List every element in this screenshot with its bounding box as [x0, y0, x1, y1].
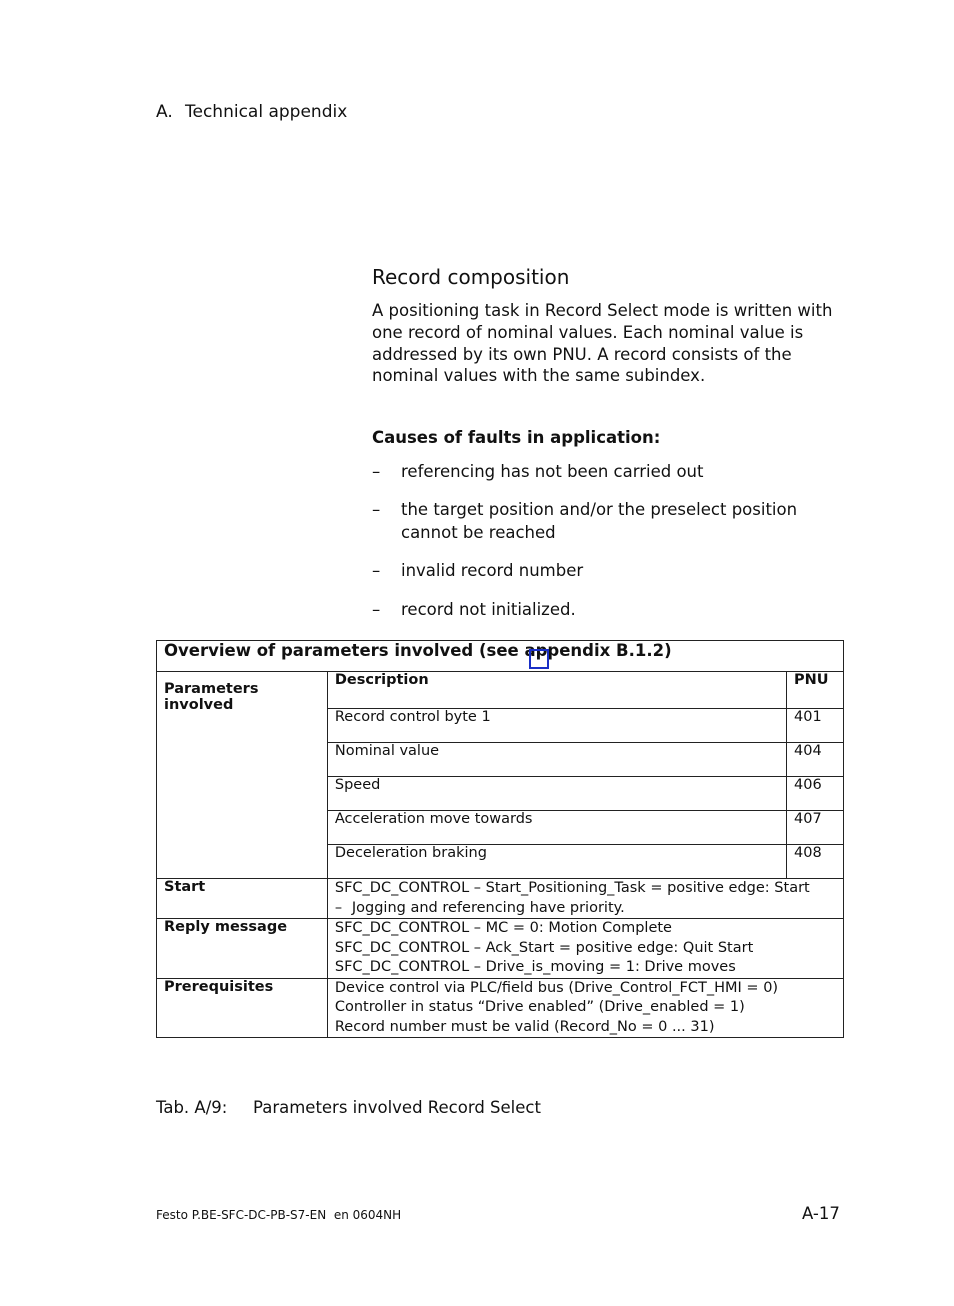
list-item	[372, 460, 846, 483]
list-item-text: the target position and/or the preselect position cannot be reached	[401, 500, 798, 542]
param-description: Record control byte 1	[327, 709, 786, 743]
param-pnu: 408	[787, 845, 844, 879]
reply-line: SFC_DC_CONTROL – MC = 0: Motion Complete	[334, 920, 672, 936]
prereq-line: Record number must be valid (Record_No = 0 ... 31)	[334, 1018, 715, 1035]
param-description: Acceleration move towards	[327, 811, 786, 845]
prerequisites-label: Prerequisites	[157, 978, 328, 1038]
param-pnu: 404	[787, 743, 844, 777]
list-item-text: referencing has not been carried out	[401, 462, 704, 481]
table-title-row	[157, 641, 844, 672]
param-description: Deceleration braking	[327, 845, 786, 879]
col-header-params: Parameters involved	[157, 672, 328, 879]
reply-row	[157, 919, 844, 979]
start-label: Start	[157, 879, 328, 919]
list-item-text: record not initialized.	[401, 600, 576, 619]
param-pnu: 406	[787, 777, 844, 811]
caption-number: Tab. A/9:	[156, 1098, 228, 1117]
start-line: SFC_DC_CONTROL – Start_Positioning_Task = positive edge: Start	[334, 880, 810, 896]
list-item	[372, 598, 846, 621]
list-item	[372, 559, 846, 582]
start-description	[327, 879, 843, 919]
page-number: A-17	[802, 1204, 840, 1223]
caption-text: Parameters involved Record Select	[253, 1098, 541, 1117]
intro-paragraph: A positioning task in Record Select mode is written with one record of nominal values. Each nominal value is addressed by its own PNU. A record consists of the nominal values with the same subindex.	[372, 301, 833, 386]
prereq-line: Controller in status “Drive enabled” (Drive_enabled = 1)	[334, 999, 745, 1015]
reply-label: Reply message	[157, 919, 328, 979]
prereq-line: Device control via PLC/field bus (Drive_Control_FCT_HMI = 0)	[334, 979, 779, 996]
start-row	[157, 879, 844, 919]
section-title: Technical appendix	[185, 102, 348, 122]
prerequisites-row	[157, 978, 844, 1038]
selection-cursor	[529, 649, 549, 669]
running-header	[156, 102, 347, 122]
overview-title: Overview of parameters involved (see appendix B.1.2)	[157, 641, 844, 672]
parameters-table	[156, 640, 844, 1038]
reply-line: SFC_DC_CONTROL – Ack_Start = positive edge: Quit Start	[334, 939, 754, 956]
col-header-pnu: PNU	[787, 672, 844, 709]
list-item	[372, 498, 846, 544]
dash-bullet: –	[372, 462, 381, 481]
dash-bullet: –	[334, 899, 343, 916]
record-composition-heading: Record composition	[372, 265, 570, 289]
prerequisites-description	[327, 978, 843, 1038]
reply-line: SFC_DC_CONTROL – Drive_is_moving = 1: Drive moves	[334, 959, 736, 975]
reply-description	[327, 919, 843, 979]
dash-bullet: –	[372, 561, 381, 580]
section-number: A.	[156, 102, 173, 122]
causes-heading: Causes of faults in application:	[372, 428, 661, 447]
param-description: Speed	[327, 777, 786, 811]
list-item-text: invalid record number	[401, 561, 584, 580]
start-priority-line	[335, 899, 836, 919]
table-caption	[156, 1098, 541, 1117]
table-header-row	[157, 672, 844, 709]
footer-document-id: Festo P.BE-SFC-DC-PB-S7-EN en 0604NH	[156, 1208, 402, 1222]
col-header-description: Description	[327, 672, 786, 709]
param-pnu: 407	[787, 811, 844, 845]
param-description: Nominal value	[327, 743, 786, 777]
param-pnu: 401	[787, 709, 844, 743]
start-priority-text: Jogging and referencing have priority.	[351, 899, 625, 916]
dash-bullet: –	[372, 500, 381, 519]
dash-bullet: –	[372, 600, 381, 619]
